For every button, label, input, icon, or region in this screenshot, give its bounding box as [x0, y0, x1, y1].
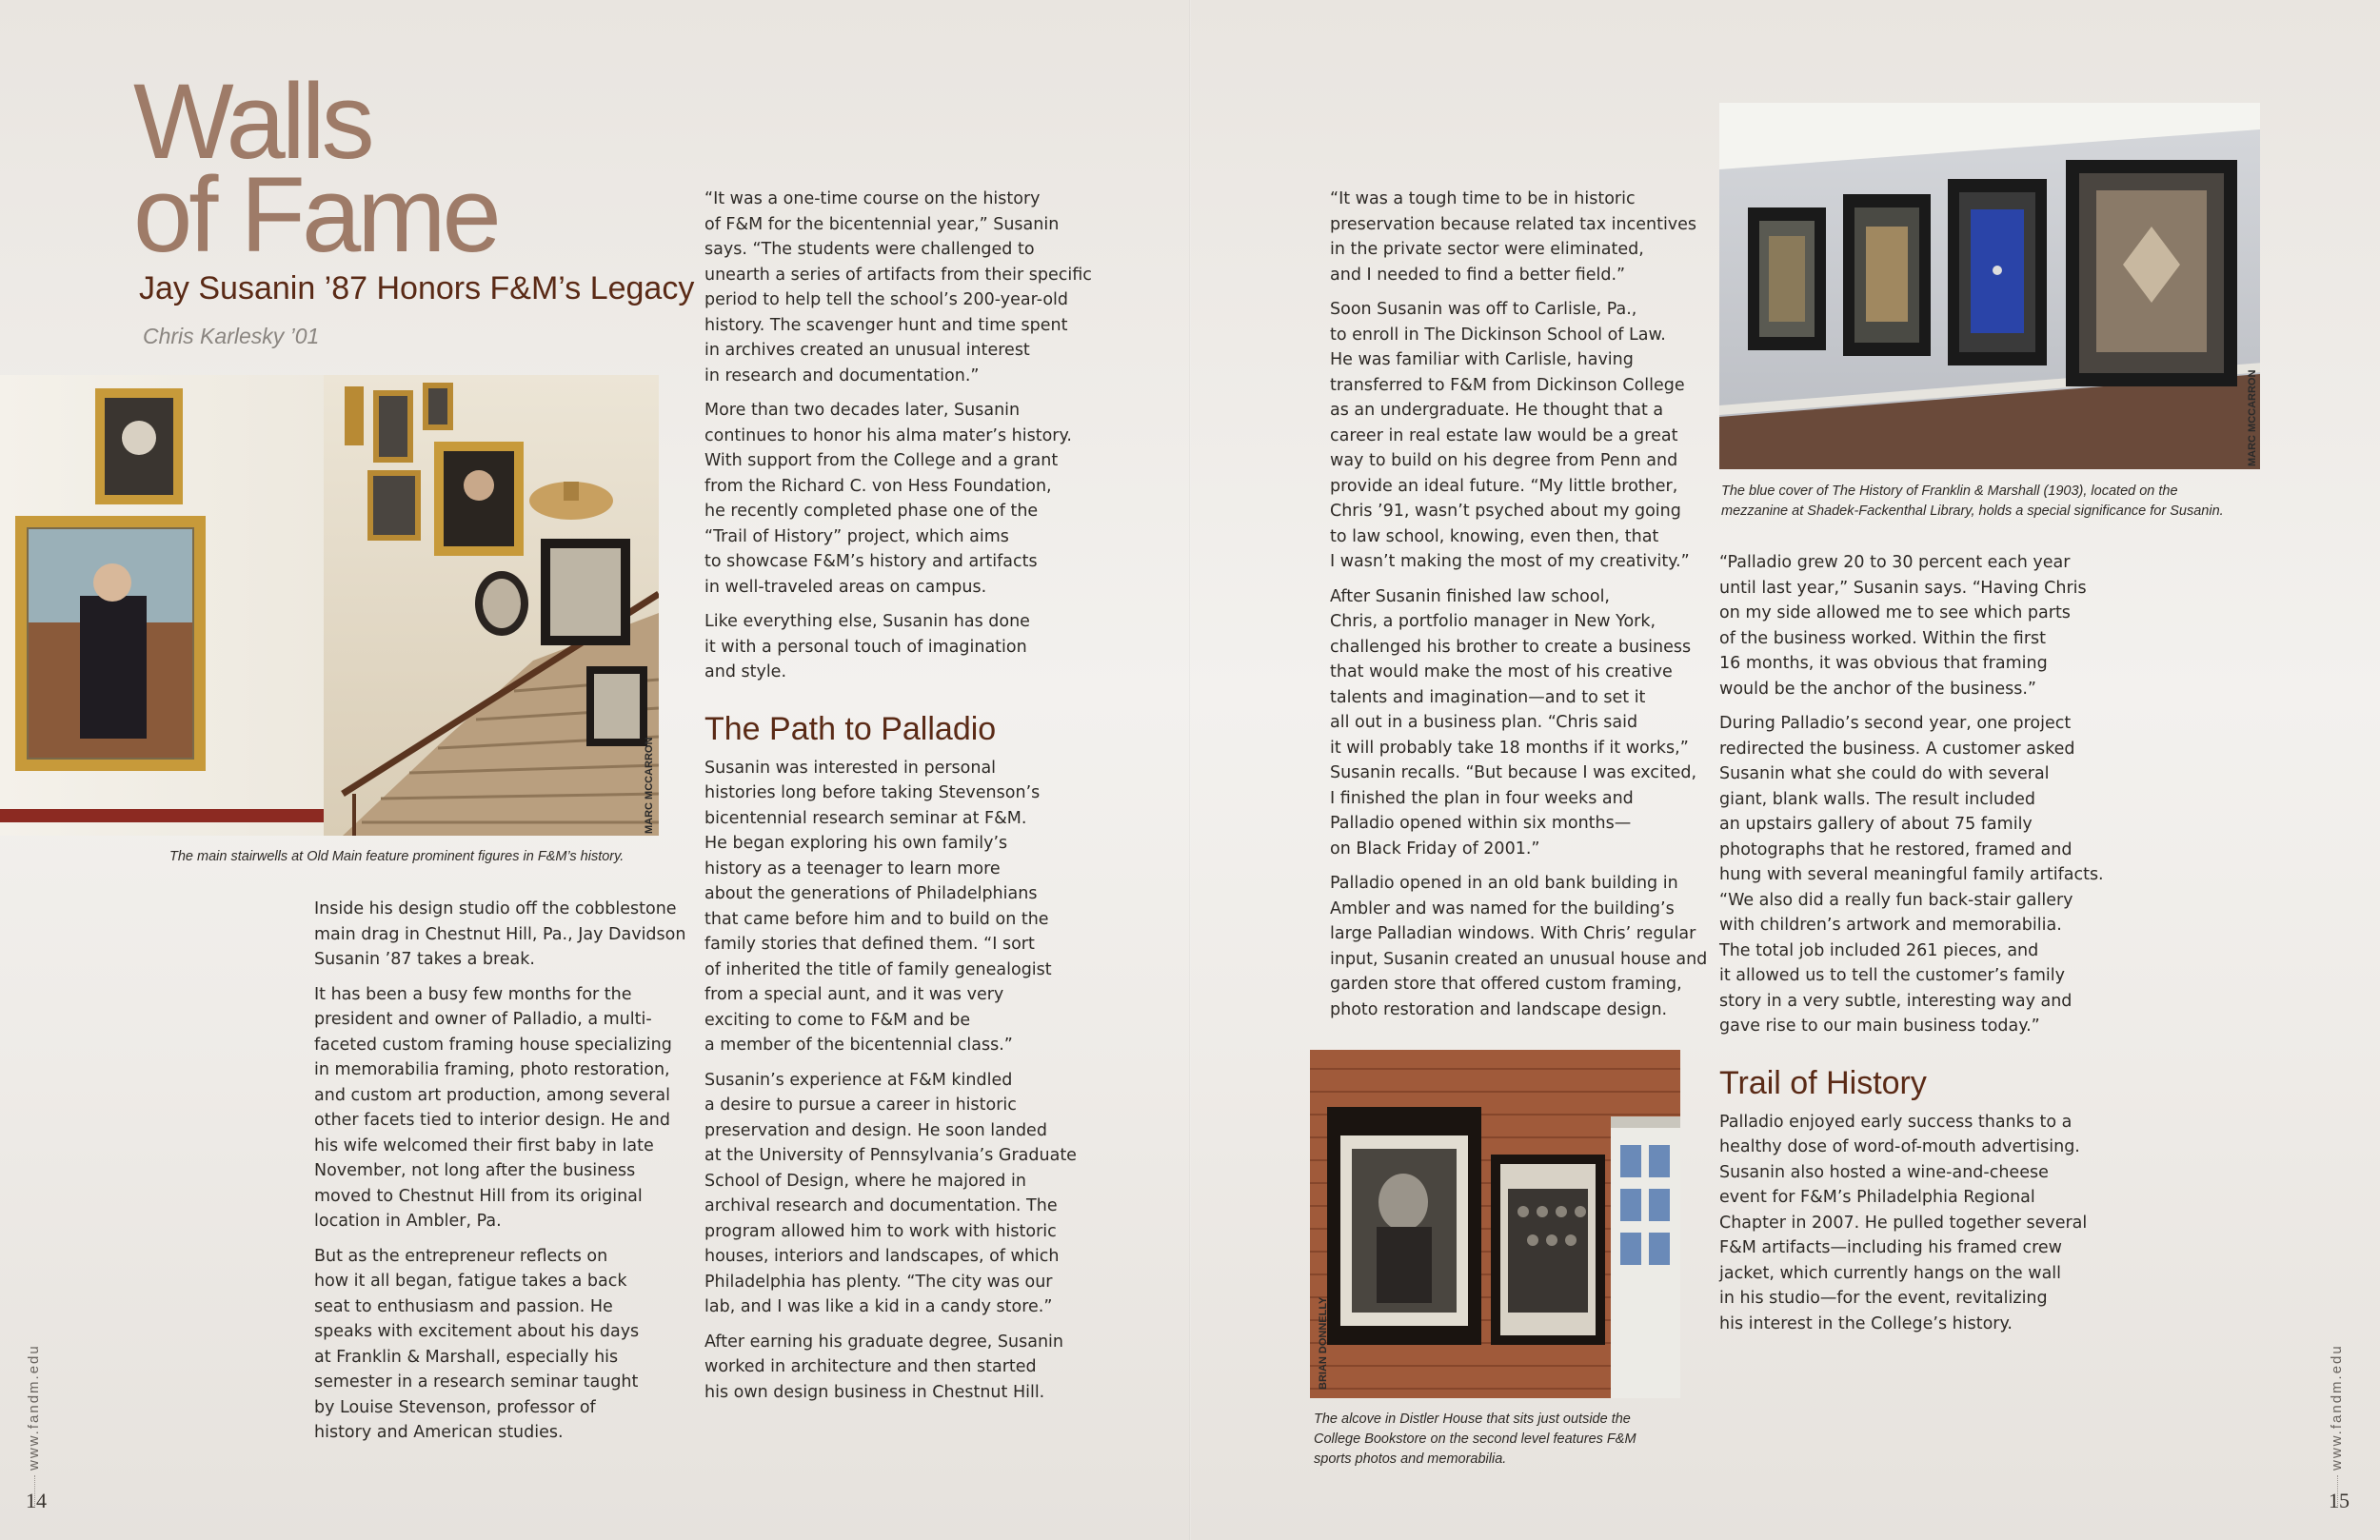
- column-2-paragraph-2: More than two decades later, Susanin continues to honor his alma mater’s history. With support from the College and a grant from the Richard C. von Hess Foundation, he recently completed phase one of the “Trail of History” project, which aims to showcase F&M’s history and artifacts in well-traveled areas on campus.: [704, 401, 1072, 597]
- column-1-paragraph-1: Inside his design studio off the cobblestone main drag in Chestnut Hill, Pa., Jay Davidson Susanin ’87 takes a break.: [314, 899, 686, 969]
- column-4-paragraph-2: During Palladio’s second year, one project redirected the business. A customer asked Susanin what she could do with several giant, blank walls. The result included an upstairs gallery of about 75 family photographs that he restored, framed and hung with several meaningful family artifacts. “We also did a really fun back-stair gallery with children’s artwork and memorabilia. The total job included 261 pieces, and it allowed us to tell the customer’s family story in a very subtle, interesting way and gave rise to our main business today.”: [1719, 714, 2104, 1036]
- alcove-photo-credit: BRIAN DONNELLY: [1318, 1296, 1329, 1390]
- alcove-photo: [1310, 1050, 1680, 1398]
- library-gallery-photo: [1719, 103, 2260, 469]
- article-column-2: [704, 187, 1104, 1414]
- column-3-paragraph-3: After Susanin finished law school, Chris, a portfolio manager in New York, challenged his brother to create a business that would make the most of his creative talents and imagination—and to set it all out in a business plan. “Chris said it will probably take 18 months if it works,” Susanin recalls. “But because I was excited, I finished the plan in four weeks and Palladio opened within six months— on Black Friday of 2001.”: [1330, 586, 1697, 859]
- left-folio-url[interactable]: www.fandm.edu: [26, 1344, 42, 1471]
- column-3-paragraph-4: Palladio opened in an old bank building in Ambler and was named for the building’s large Palladian windows. With Chris’ regular input, Susanin created an unusual house and garden store that offered custom framing, photo restoration and landscape design.: [1330, 874, 1708, 1019]
- column-4-paragraph-1: “Palladio grew 20 to 30 percent each year until last year,” Susanin says. “Having Chris on my side allowed me to see which parts of the business worked. Within the first 16 months, it was obvious that framing would be the anchor of the business.”: [1719, 553, 2087, 699]
- column-2-paragraph-5: Susanin’s experience at F&M kindled a desire to pursue a career in historic preservation and design. He soon landed at the University of Pennsylvania’s Graduate School of Design, where he majored in archival research and documentation. The program allowed him to work with historic houses, interiors and landscapes, of which Philadelphia has plenty. “The city was our lab, and I was like a kid in a candy store.”: [704, 1070, 1077, 1316]
- column-3-paragraph-1: “It was a tough time to be in historic preservation because related tax incentives in the private sector were eliminated, and I needed to find a better field.”: [1330, 189, 1697, 285]
- column-3-paragraph-2: Soon Susanin was off to Carlisle, Pa., to enroll in The Dickinson School of Law. He was familiar with Carlisle, having transferred to F&M from Dickinson College as an undergraduate. He thought that a career in real estate law would be a great way to build on his degree from Penn and provide an ideal future. “My little brother, Chris ’91, wasn’t psyched about my going to law school, knowing, even then, that I wasn’t making the most of my creativity.”: [1330, 300, 1690, 571]
- stairwell-photo: [0, 375, 659, 836]
- title-line-1: Walls: [133, 62, 371, 181]
- column-2-paragraph-3: Like everything else, Susanin has done it with a personal touch of imagination and style.: [704, 612, 1030, 681]
- column-2-paragraph-4: Susanin was interested in personal histories long before taking Stevenson’s bicentennial research seminar at F&M. He began exploring his own family’s history as a teenager to learn more about the generations of Philadelphians that came before him and to build on the family stories that defined them. “I sort of inherited the title of family genealogist from a special aunt, and it was very exciting to come to F&M and be a member of the bicentennial class.”: [704, 758, 1052, 1055]
- column-2-paragraph-1: “It was a one-time course on the history of F&M for the bicentennial year,” Susanin says. “The students were challenged to unearth a series of artifacts from their specific period to help tell the school’s 200-year-old history. The scavenger hunt and time spent in archives created an unusual interest in research and documentation.”: [704, 189, 1092, 385]
- article-subtitle: Jay Susanin ’87 Honors F&M’s Legacy: [139, 270, 695, 306]
- page-spine: [1189, 0, 1191, 1540]
- gallery-photo-caption: The blue cover of The History of Franklin & Marshall (1903), located on the mezzanine at Shadek-Fackenthal Library, holds a special significance for Susanin.: [1721, 484, 2224, 519]
- gallery-photo-credit: MARC MCCARRON: [2247, 369, 2258, 466]
- column-1-paragraph-2: It has been a busy few months for the president and owner of Palladio, a multi- faceted custom framing house specializing in memorabilia framing, photo restoration, and custom art production, among several other facets tied to interior design. He and his wife welcomed their first baby in late November, not long after the business moved to Chestnut Hill from its original location in Ambler, Pa.: [314, 984, 672, 1231]
- alcove-photo-caption: The alcove in Distler House that sits just outside the College Bookstore on the second level features F&M sports photos and memorabilia.: [1314, 1412, 1636, 1467]
- column-1-paragraph-3: But as the entrepreneur reflects on how it all began, fatigue takes a back seat to enthusiasm and passion. He speaks with excitement about his days at Franklin & Marshall, especially his semester in a research seminar taught by Louise Stevenson, professor of history and American studies.: [314, 1246, 640, 1442]
- column-4-paragraph-3: Palladio enjoyed early success thanks to a healthy dose of word-of-mouth advertising. Susanin also hosted a wine-and-cheese event for F&M’s Philadelphia Regional Chapter in 2007. He pulled together several F&M artifacts—including his framed crew jacket, which currently hangs on the wall in his studio—for the event, revitalizing his interest in the College’s history.: [1719, 1112, 2088, 1333]
- right-page-number: 15: [2329, 1489, 2350, 1512]
- section-heading-path-to-palladio: The Path to Palladio: [704, 710, 997, 747]
- section-heading-trail-of-history: Trail of History: [1719, 1064, 1927, 1101]
- byline: Chris Karlesky ’01: [143, 324, 320, 348]
- article-column-1: [314, 897, 704, 1455]
- left-page-number: 14: [26, 1489, 47, 1512]
- right-folio-url[interactable]: www.fandm.edu: [2329, 1344, 2345, 1471]
- stairwell-photo-credit: MARC MCCARRON: [644, 737, 655, 834]
- stairwell-photo-caption: The main stairwells at Old Main feature prominent figures in F&M’s history.: [169, 849, 625, 864]
- article-column-4: [1719, 550, 2119, 1346]
- column-2-paragraph-6: After earning his graduate degree, Susanin worked in architecture and then started his own design business in Chestnut Hill.: [704, 1332, 1063, 1402]
- title-line-2: of Fame: [133, 155, 498, 274]
- article-column-3: [1330, 187, 1711, 1032]
